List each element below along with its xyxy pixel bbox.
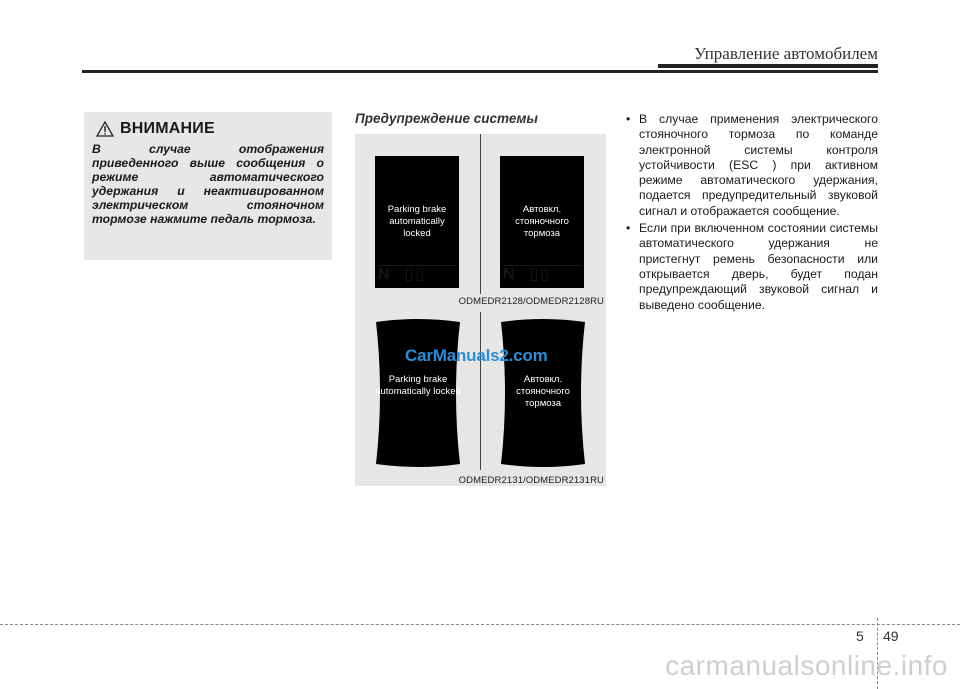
list-item-text: В случае применения электрического стояночного тормоза по команде электронной системы контроля устойчивости (ESC ) при активном режиме автоматического удержания, подается предупредительный звуковой сигнал и отображается сообщение. (639, 112, 878, 218)
figure-caption-top: ODMEDR2128/ODMEDR2128RU (458, 296, 604, 307)
warning-triangle-icon (96, 121, 114, 137)
warning-box (84, 112, 332, 260)
watermark-link[interactable]: CarManuals2.com (405, 346, 548, 365)
cluster-ghost-digits: N ▯▯ (378, 265, 456, 284)
figure-panel (355, 134, 606, 486)
figure-divider-bottom (480, 312, 481, 470)
warning-header (96, 120, 324, 138)
list-item-text: Если при включенном состоянии системы автоматического удержания не пристегнут ремень безопасности или открывается дверь, будет подан предупреждающий звуковой сигнал и выведено сообщение. (639, 221, 878, 312)
cluster-screen-en-curved (372, 318, 464, 468)
cluster-message-en: Parking brake automatically locked (387, 204, 447, 239)
header-rule (82, 70, 878, 73)
list-item (624, 112, 878, 219)
page-number: 49 (883, 628, 899, 644)
cluster-screen-ru-flat (500, 156, 584, 288)
list-item (624, 221, 878, 313)
section-heading: Предупреждение системы (355, 111, 538, 126)
cluster-screen-ru-curved (497, 318, 589, 468)
figure-divider-top (480, 134, 481, 294)
cluster-screen-en-flat (375, 156, 459, 288)
bullet-dot-icon: • (626, 112, 631, 126)
bullet-dot-icon: • (626, 221, 631, 236)
footer-rule (0, 624, 960, 625)
page-header-title: Управление автомобилем (694, 44, 878, 63)
cluster-ghost-digits: N ▯▯ (503, 265, 581, 284)
header-rule-accent (658, 64, 878, 68)
cluster-message-ru: Автовкл. стояночного тормоза (516, 374, 570, 409)
warning-title: ВНИМАНИЕ (120, 120, 215, 137)
warning-text: В случае отображения приведенного выше сообщения о режиме автоматического удержания и неактивированном электрическом стояночном тормозе нажмите педаль тормоза. (92, 142, 324, 226)
figure-caption-bottom: ODMEDR2131/ODMEDR2131RU (458, 475, 604, 486)
bullet-list (624, 112, 878, 315)
cluster-message-ru: Автовкл. стояночного тормоза (515, 204, 569, 239)
cluster-message-en: Parking brake automatically locked (375, 374, 461, 397)
chapter-number: 5 (856, 628, 864, 644)
site-watermark-link[interactable]: carmanualsonline.info (665, 650, 948, 681)
